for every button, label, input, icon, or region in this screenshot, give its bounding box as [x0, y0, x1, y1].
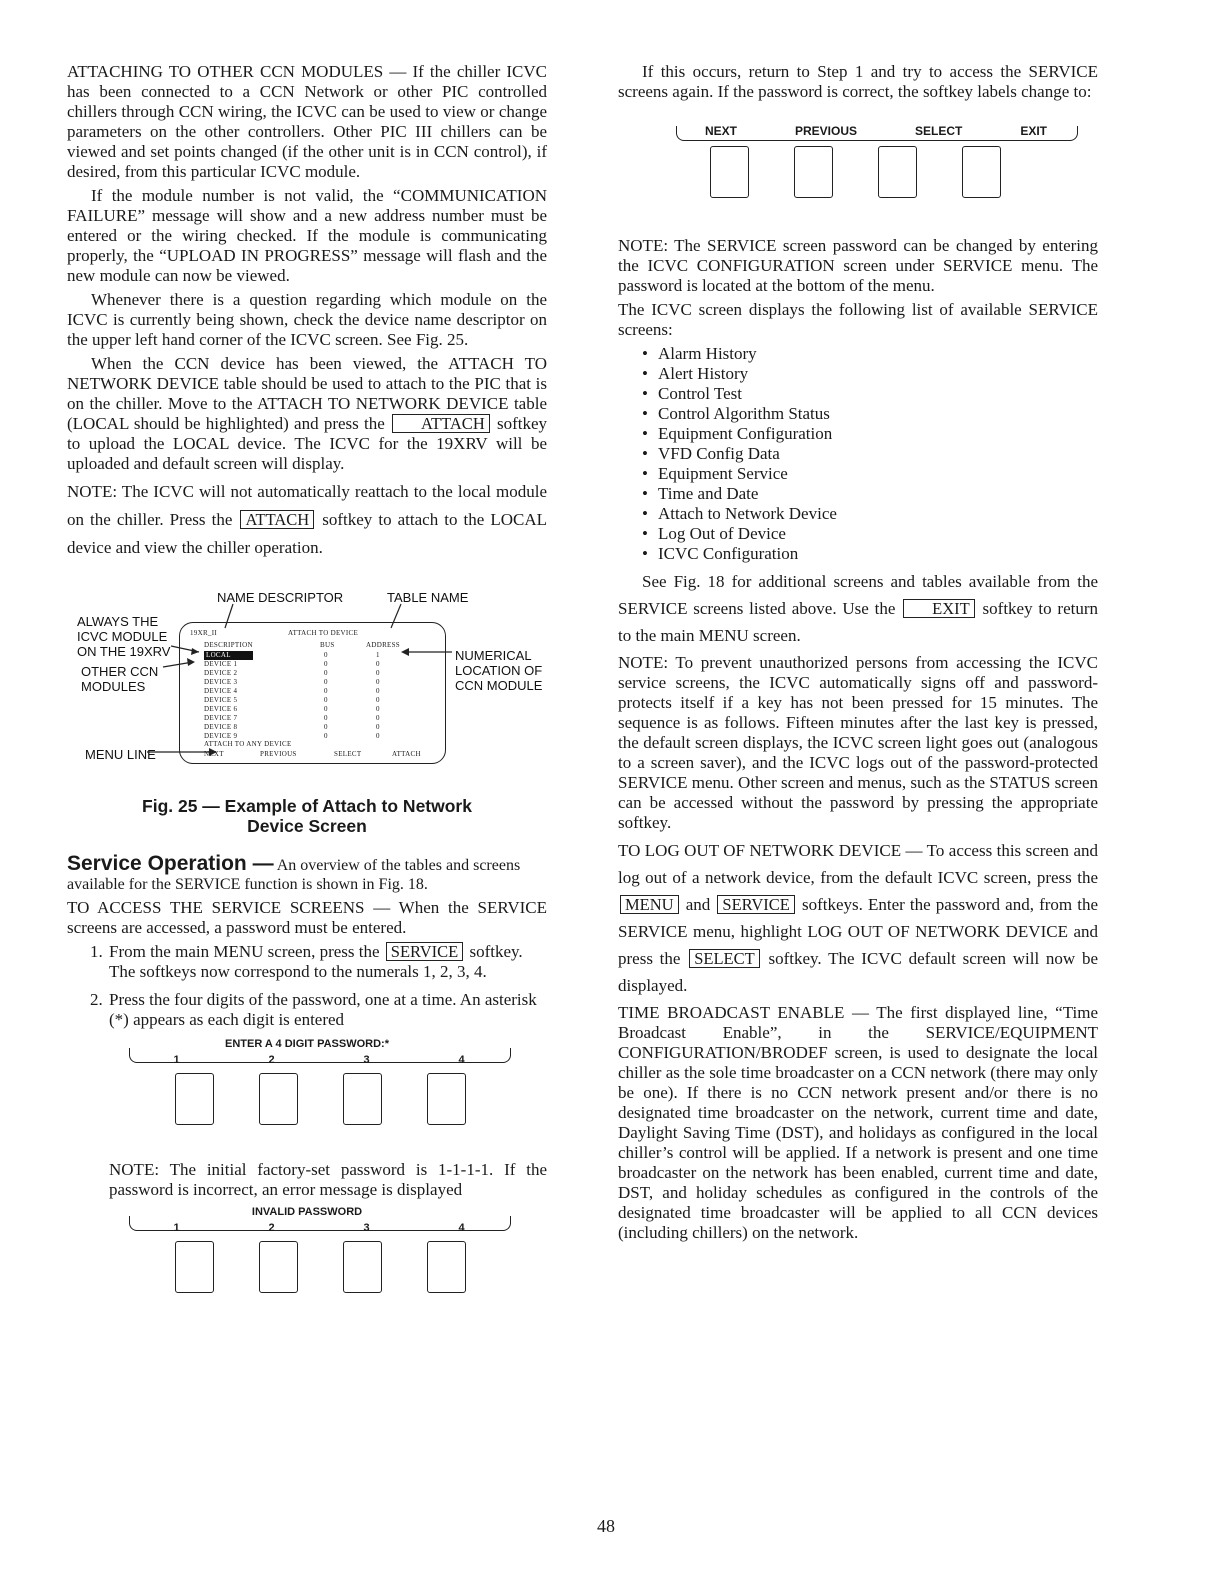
softkey-3[interactable] — [343, 1073, 382, 1125]
device-row-name: DEVICE 9 — [204, 732, 238, 740]
service-screen-item: • Control Algorithm Status — [658, 404, 1098, 424]
service-screen-item: • Alert History — [658, 364, 1098, 384]
invalid-password-keypad — [67, 1206, 547, 1318]
service-screen-item: • VFD Config Data — [658, 444, 1098, 464]
softkey-label-select: SELECT — [914, 124, 963, 138]
key-label-4: 4 — [458, 1222, 465, 1234]
key-label-2: 2 — [268, 1222, 275, 1234]
device-row-address: 0 — [376, 714, 380, 722]
service-key: SERVICE — [386, 942, 463, 961]
keypad-title-invalid: INVALID PASSWORD — [251, 1206, 363, 1218]
access-steps — [67, 942, 547, 1030]
module-number-paragraph: If the module number is not valid, the “COMMUNICATION FAILURE” message will show and a new address number must be entered or the wiring checked. If the module is communicating properly, the “UPLOAD IN PROGRESS” message will flash and the new module can now be viewed. — [67, 186, 547, 285]
screen-device-name: 19XR_II — [190, 629, 217, 637]
device-row-bus: 0 — [324, 723, 328, 731]
device-row-name: DEVICE 2 — [204, 669, 238, 677]
device-row-address: 0 — [376, 705, 380, 713]
device-row-name: DEVICE 7 — [204, 714, 238, 722]
service-screen-item: • Attach to Network Device — [658, 504, 1098, 524]
softkey-3[interactable] — [343, 1241, 382, 1293]
service-screens-list — [658, 344, 1098, 564]
device-row-name: LOCAL — [204, 651, 253, 660]
device-row-bus: 0 — [324, 678, 328, 686]
menu-next: NEXT — [204, 750, 224, 758]
keypad-title: ENTER A 4 DIGIT PASSWORD:* — [225, 1038, 389, 1050]
select-softkey[interactable] — [878, 146, 917, 198]
key-label-1: 1 — [173, 1054, 180, 1066]
figure-caption: Fig. 25 — Example of Attach to Network Device Screen — [142, 796, 472, 836]
step-2: 2. Press the four digits of the password, one at a time. An asterisk (*) appears as each digit is entered — [107, 990, 547, 1030]
device-row-name: DEVICE 1 — [204, 660, 238, 668]
select-key: SELECT — [689, 949, 760, 968]
key-label-3: 3 — [363, 1054, 370, 1066]
device-row-name: DEVICE 5 — [204, 696, 238, 704]
table-name-label: TABLE NAME — [387, 590, 469, 605]
exit-softkey[interactable] — [962, 146, 1001, 198]
device-row-bus: 0 — [324, 687, 328, 695]
service-softkeys — [618, 116, 1098, 226]
softkey-2[interactable] — [259, 1073, 298, 1125]
device-row-address: 0 — [376, 678, 380, 686]
attaching-paragraph: ATTACHING TO OTHER CCN MODULES — If the chiller ICVC has been connected to a CCN Network or other PIC controlled chillers through CCN wiring, the ICVC can be used to view or change parameters on the other controllers. Other PIC III chillers can be viewed and set points changed (if the other unit is in CCN control), if desired, from this particular ICVC module. — [67, 62, 547, 181]
reattach-note: NOTE: The ICVC will not automatically reattach to the local module on the chiller. Press the ATTACH softkey to attach to the LOCAL device and view the chiller operation. — [67, 482, 548, 557]
service-screens-intro: The ICVC screen displays the following list of available SERVICE screens: — [618, 300, 1098, 339]
attach-key-note: ATTACH — [240, 510, 314, 529]
step-1: 1. From the main MENU screen, press the SERVICE softkey. The softkeys now correspond to the numerals 1, 2, 3, 4. — [107, 942, 547, 982]
service-screen-item: • Equipment Service — [658, 464, 1098, 484]
device-row-bus: 0 — [324, 669, 328, 677]
softkey-2[interactable] — [259, 1241, 298, 1293]
softkey-label-next: NEXT — [704, 124, 737, 138]
device-row-bus: 0 — [324, 732, 328, 740]
previous-softkey[interactable] — [794, 146, 833, 198]
access-paragraph: TO ACCESS THE SERVICE SCREENS — When the SERVICE screens are accessed, a password must be entered. — [67, 898, 547, 937]
device-row-address: 0 — [376, 696, 380, 704]
key-label-1: 1 — [173, 1222, 180, 1234]
icvc-screen — [179, 622, 446, 764]
device-row-name: DEVICE 8 — [204, 723, 238, 731]
menu-line-label: MENU LINE — [85, 747, 156, 762]
menu-attach: ATTACH — [392, 750, 421, 758]
softkey-4[interactable] — [427, 1073, 466, 1125]
key-label-4: 4 — [458, 1054, 465, 1066]
device-row-bus: 0 — [324, 714, 328, 722]
retry-paragraph: If this occurs, return to Step 1 and try to access the SERVICE screens again. If the password is correct, the softkey labels change to: — [618, 62, 1098, 101]
page-number: 48 — [597, 1516, 615, 1536]
col-address: ADDRESS — [366, 641, 400, 649]
numerical-location-label: NUMERICAL LOCATION OF CCN MODULE — [455, 648, 543, 693]
service-operation-heading: Service Operation — — [67, 852, 274, 875]
name-descriptor-label: NAME DESCRIPTOR — [217, 590, 344, 605]
softkey-4[interactable] — [427, 1241, 466, 1293]
service-screen-item: • Alarm History — [658, 344, 1098, 364]
device-row-name: DEVICE 3 — [204, 678, 238, 686]
attach-any-device: ATTACH TO ANY DEVICE — [204, 740, 292, 748]
key-label-2: 2 — [268, 1054, 275, 1066]
device-row-address: 0 — [376, 660, 380, 668]
service-key-2: SERVICE — [717, 895, 794, 914]
next-softkey[interactable] — [710, 146, 749, 198]
softkey-1[interactable] — [175, 1073, 214, 1125]
auto-signoff-note: NOTE: To prevent unauthorized persons from accessing the ICVC service screens, the ICVC automatically signs off and password-protects itself if a key has not been pressed for 15 minutes. The sequence is as follows. Fifteen minutes after the last key is pressed, the default screen displays, the ICVC screen light goes out (analogous to a screen saver), and the ICVC logs out of the password-protected SERVICE menu. Other screen and menus, such as the STATUS screen can be accessed without the password by pressing the appropriate softkey. — [618, 653, 1098, 832]
password-change-note: NOTE: The SERVICE screen password can be changed by entering the ICVC CONFIGURATION screen under SERVICE menu. The password is located at the bottom of the menu. — [618, 236, 1098, 295]
device-row-bus: 0 — [324, 660, 328, 668]
menu-previous: PREVIOUS — [260, 750, 297, 758]
service-screen-item: • Time and Date — [658, 484, 1098, 504]
right-column — [618, 62, 1098, 1247]
service-screen-item: • ICVC Configuration — [658, 544, 1098, 564]
device-row-name: DEVICE 4 — [204, 687, 238, 695]
device-row-name: DEVICE 6 — [204, 705, 238, 713]
service-screen-item: • Log Out of Device — [658, 524, 1098, 544]
device-row-address: 1 — [376, 651, 380, 659]
menu-select: SELECT — [334, 750, 362, 758]
menu-key: MENU — [620, 895, 679, 914]
device-row-bus: 0 — [324, 705, 328, 713]
other-modules-label: OTHER CCN MODULES — [81, 664, 159, 694]
device-row-address: 0 — [376, 723, 380, 731]
module-question-paragraph: Whenever there is a question regarding which module on the ICVC is currently being shown, check the device name descriptor on the upper left hand corner of the ICVC screen. See Fig. 25. — [67, 290, 547, 349]
softkey-label-exit: EXIT — [1020, 124, 1047, 138]
attach-key: ATTACH — [392, 414, 490, 433]
service-screen-item: • Control Test — [658, 384, 1098, 404]
device-row-address: 0 — [376, 687, 380, 695]
screen-table-name: ATTACH TO DEVICE — [288, 629, 359, 637]
always-label: ALWAYS THE ICVC MODULE ON THE 19XRV — [77, 614, 171, 659]
device-row-address: 0 — [376, 732, 380, 740]
time-broadcast-paragraph: TIME BROADCAST ENABLE — The first displayed line, “Time Broadcast Enable”, in the SERVICE/EQUIPMENT CONFIGURATION/BRODEF screen, is used to designate the local chiller as the sole time broadcaster on a CCN network (there may only be one). If there is no CCN network present and/or there is no designated time broadcaster on the network, current time and date, Daylight Saving Time (DST), and holidays as configured in the local chiller’s control will be applied. If a network is present and one time broadcaster on the network has been enabled, current time and date, DST, and holiday schedules as configured in the controls of the designated time broadcaster will be applied to all CCN devices (including chillers) on the network. — [618, 1003, 1098, 1242]
col-bus: BUS — [320, 641, 335, 649]
service-screen-item: • Equipment Configuration — [658, 424, 1098, 444]
col-description: DESCRIPTION — [204, 641, 253, 649]
logout-paragraph: TO LOG OUT OF NETWORK DEVICE — To access this screen and log out of a network device, from the default ICVC screen, press the MENU and SERVICE softkeys. Enter the password and, from the SERVICE menu, highlight LOG OUT OF NETWORK DEVICE and press the SELECT softkey. The ICVC default screen will now be displayed. — [618, 841, 1099, 995]
password-keypad — [67, 1038, 547, 1150]
device-row-address: 0 — [376, 669, 380, 677]
softkey-1[interactable] — [175, 1241, 214, 1293]
password-note: NOTE: The initial factory-set password is 1-1-1-1. If the password is incorrect, an error message is displayed — [109, 1160, 547, 1199]
softkey-label-previous: PREVIOUS — [794, 124, 857, 138]
key-label-3: 3 — [363, 1222, 370, 1234]
figure-25 — [67, 590, 547, 790]
attach-paragraph: When the CCN device has been viewed, the ATTACH TO NETWORK DEVICE table should be used to attach to the PIC that is on the chiller. Move to the ATTACH TO NETWORK DEVICE table (LOCAL should be highlighted) and press the ATTACH softkey to upload the LOCAL device. The ICVC for the 19XRV will be uploaded and default screen will display. — [67, 354, 547, 473]
device-row-bus: 0 — [324, 651, 328, 659]
see-fig-paragraph: See Fig. 18 for additional screens and tables available from the SERVICE screens listed above. Use the EXIT softkey to return to the main MENU screen. — [618, 572, 1098, 645]
device-row-bus: 0 — [324, 696, 328, 704]
left-column: ATTACHING TO OTHER CCN MODULES — If the chiller ICVC has been connected to a CCN Network or other PIC controlled chillers through CCN wiring, the ICVC can be used to view or change parameters on the other controllers. Other PIC III chillers can be viewed and set points changed (if the other unit is in CCN control), if desired, from this particular ICVC module. If the module number is not valid, the “COMMUNICATION FAILURE” message will show and a new address number must be entered or the wiring checked. If the module is communicating properly, the “UPLOAD IN PROGRESS” message will flash and the new module can now be viewed. Whenever there is a question regarding which module on the ICVC is currently being shown, check the device name descriptor on the upper left hand corner of the ICVC screen. See Fig. 25. When the CCN device has been viewed, the ATTACH TO NETWORK DEVICE table should be used to attach to the PIC that is on the chiller. Move to the ATTACH TO NETWORK DEVICE table (LOCAL should be highlighted) and press the ATTACH softkey to upload the LOCAL device. The ICVC for the 19XRV will be uploaded and default screen will display. NOTE: The ICVC will not automatically reattach to the local module on the chiller. Press the ATTACH softkey to attach to the LOCAL device and view the chiller operation. NAME DESCRIPTOR TABLE NAME ALWAYS THE ICVC MODULE ON THE 19XRV OTHER CCN MODULES MENU LINE NUMERICAL LOCATION OF CCN MODULE 19XR_II ATTACH TO DEVICE DESCRIPTION BUS ADDRESS LOCAL 0 1 DEVICE 1 0 0 DEVICE 2 0 0 DEVICE 3 0 0 DEVICE 4 0 0 DEVICE 5 0 0 DEVICE 6 0 0 DEVICE 7 0 0 DEVICE 8 0 0 DEVICE 9 0 0 ATTACH TO ANY DEVICE NEXT PREVIOUS SELECT ATTACH Fig. 25 — Example of Attach to Network Device Screen Service Operation — An overview of the tables and screens available for the SERVICE function is shown in Fig. 18. TO ACCESS THE SERVICE SCREENS — When the SERVICE screens are accessed, a password must be entered. 1. From the main MENU screen, press the SERVICE softkey. The softkeys now correspond to the numerals 1, 2, 3, 4. 2. Press the four digits of the password, one at a time. An asterisk (*) appears as each digit is entered ENTER A 4 DIGIT PASSWORD:* 1 2 3 4 NOTE: The initial factory-set password is 1-1-1-1. If the password is incorrect, an error message is displayed INVALID PASSWORD 1 2 3 4 — [67, 62, 547, 1328]
exit-key: EXIT — [903, 599, 975, 618]
